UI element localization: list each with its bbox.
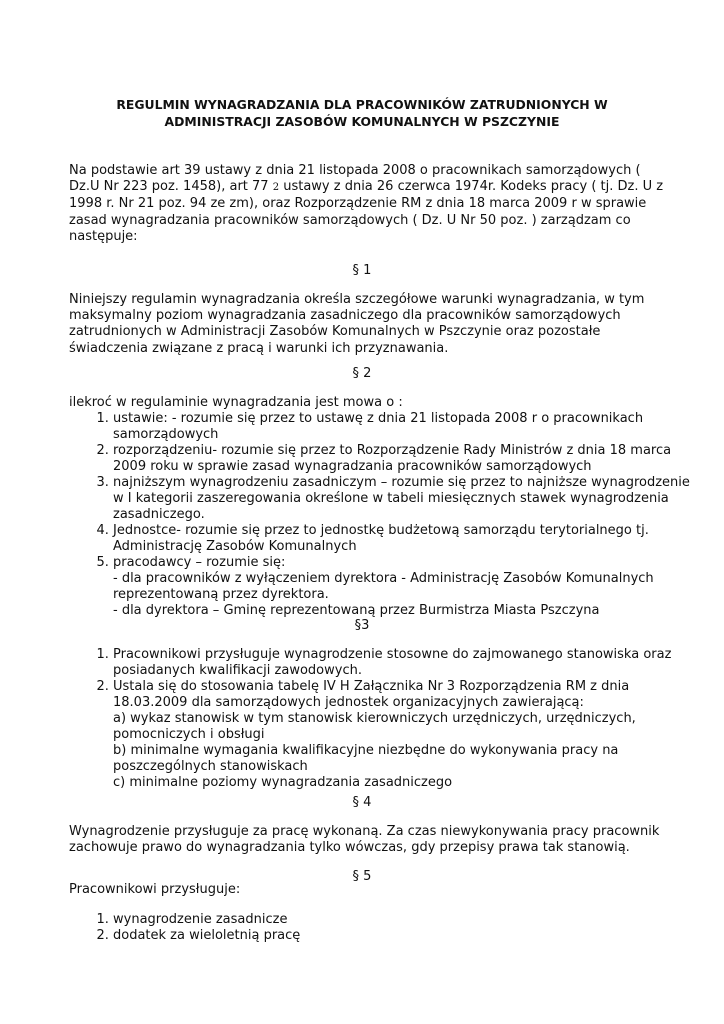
intro-text-2: ustawy z dnia 26 czerwca 1974r. Kodeks pracy ( tj. Dz. U z 1998 r. Nr 21 poz. 94 ze zm), oraz Rozporządzenie RM z dnia 18 marca 2009 r w sprawie zasad wynagradzania pracowników samorządowych ( Dz. U Nr 50 poz. ) zarządzam co następuje: xyxy=(69,179,664,244)
list-item: 2. dodatek za wieloletnią pracę xyxy=(113,928,703,944)
item-2-c: c) minimalne poziomy wynagradzania zasadniczego xyxy=(113,775,453,790)
list-item: 4. Jednostce- rozumie się przez to jednostkę budżetową samorządu terytorialnego tj. Administrację Zasobów Komunalnych xyxy=(113,523,703,555)
list-item: 1. Pracownikowi przysługuje wynagrodzenie stosowne do zajmowanego stanowiska oraz posiadanych kwalifikacji zawodowych. xyxy=(113,647,703,679)
section-1-heading: § 1 xyxy=(352,263,372,278)
list-item: 3. najniższym wynagrodzeniu zasadniczym – rozumie się przez to najniższe wynagrodzenie w I kategorii zaszeregowania określone w tabeli miesięcznych stawek wynagrodzenia zasadniczego. xyxy=(113,475,703,523)
section-4-heading: § 4 xyxy=(352,795,372,810)
item-2-a: a) wykaz stanowisk w tym stanowisk kierowniczych urzędniczych, urzędniczych, pomocniczych i obsługi xyxy=(113,711,636,742)
section-5-list xyxy=(69,912,703,944)
section-5-intro: Pracownikowi przysługuje: xyxy=(69,882,241,897)
section-5-heading: § 5 xyxy=(352,869,372,884)
item-2-label: 2. Ustala się do stosowania tabelę IV H Załącznika Nr 3 Rozporządzenia RM z dnia 18.03.2009 dla samorządowych jednostek organizacyjnych zawierającą: xyxy=(113,679,630,710)
section-2-list xyxy=(69,411,703,619)
section-3-heading: §3 xyxy=(354,618,370,633)
list-item xyxy=(113,679,703,791)
intro-paragraph xyxy=(69,163,669,245)
section-2-heading: § 2 xyxy=(352,366,372,381)
item-5-sub-1: - dla pracowników z wyłączeniem dyrektora - Administrację Zasobów Komunalnych reprezentowaną przez dyrektora. xyxy=(113,571,654,602)
section-1-text: Niniejszy regulamin wynagradzania określa szczegółowe warunki wynagradzania, w tym maksymalny poziom wynagradzania zasadniczego dla pracowników samorządowych zatrudnionych w Administracji Zasobów Komunalnych w Pszczynie oraz pozostałe świadczenia związane z pracą i warunki ich przyznawania. xyxy=(69,292,645,356)
item-2-b: b) minimalne wymagania kwalifikacyjne niezbędne do wykonywania pracy na poszczególnych stanowiskach xyxy=(113,743,619,774)
item-5-label: 5. pracodawcy – rozumie się: xyxy=(113,555,286,570)
item-5-sub-2: - dla dyrektora – Gminę reprezentowaną przez Burmistrza Miasta Pszczyna xyxy=(113,603,600,618)
section-4-text: Wynagrodzenie przysługuje za pracę wykonaną. Za czas niewykonywania pracy pracownik zachowuje prawo do wynagradzania tylko wówczas, gdy przepisy prawa tak stanowią. xyxy=(69,824,660,856)
title-line-1: REGULMIN WYNAGRADZANIA DLA PRACOWNIKÓW ZATRUDNIONYCH W xyxy=(116,97,608,112)
intro-text-1: Na podstawie art 39 ustawy z dnia 21 listopada 2008 o pracownikach samorządowych ( Dz.U Nr 223 poz. 1458), art 77 xyxy=(69,163,641,195)
list-item xyxy=(113,555,703,619)
section-3-list xyxy=(69,647,703,791)
section-2-intro: ilekroć w regulaminie wynagradzania jest mowa o : xyxy=(69,395,403,410)
list-item: 1. wynagrodzenie zasadnicze xyxy=(113,912,703,928)
list-item: 2. rozporządzeniu- rozumie się przez to Rozporządzenie Rady Ministrów z dnia 18 marca 2009 roku w sprawie zasad wynagradzania pracowników samorządowych xyxy=(113,443,703,475)
intro-superscript: 2 xyxy=(272,182,280,194)
list-item: 1. ustawie: - rozumie się przez to ustawę z dnia 21 listopada 2008 r o pracownikach samorządowych xyxy=(113,411,703,443)
title-line-2: ADMINISTRACJI ZASOBÓW KOMUNALNYCH W PSZCZYNIE xyxy=(164,114,560,129)
document-title xyxy=(70,96,654,130)
